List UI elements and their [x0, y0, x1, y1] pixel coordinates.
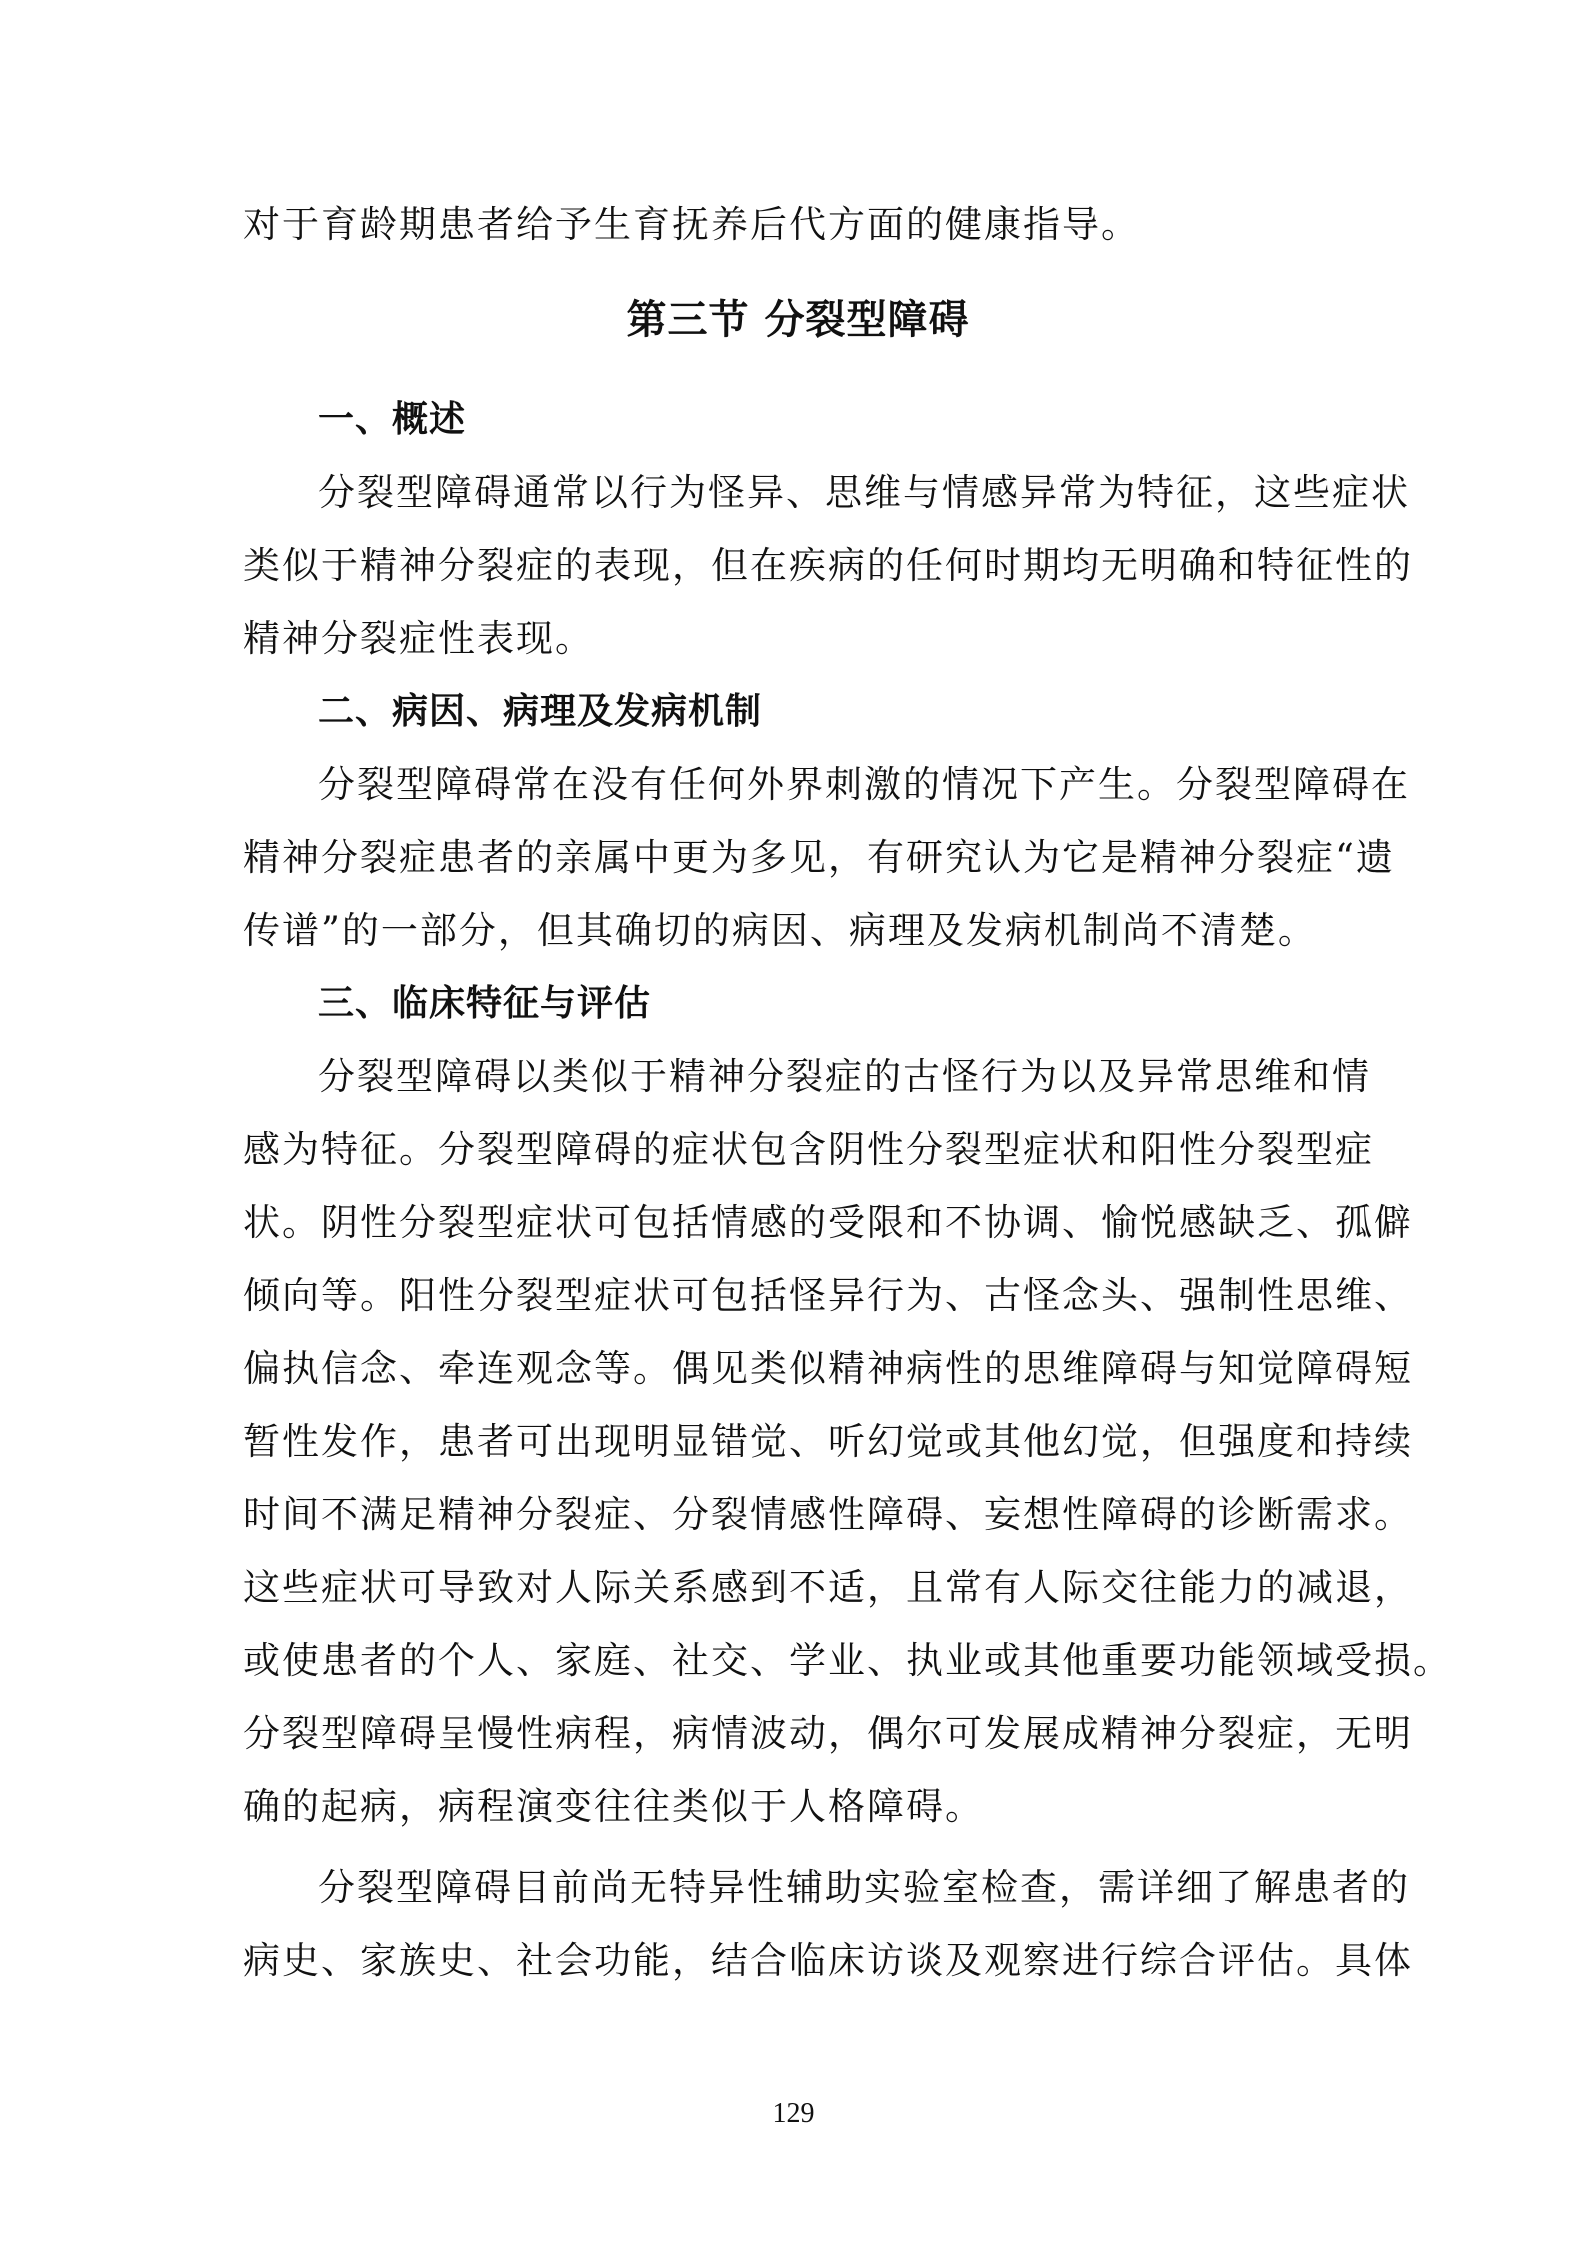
text-line: 精神分裂症患者的亲属中更为多见，有研究认为它是精神分裂症“遗 [243, 836, 1395, 879]
text-line: 倾向等。阳性分裂型症状可包括怪异行为、古怪念头、强制性思维、 [243, 1274, 1413, 1317]
section-heading: 三、临床特征与评估 [318, 983, 652, 1024]
text-line: 分裂型障碍目前尚无特异性辅助实验室检查，需详细了解患者的 [318, 1866, 1410, 1909]
intro-line: 对于育龄期患者给予生育抚养后代方面的健康指导。 [243, 203, 1140, 246]
section-heading: 一、概述 [318, 399, 467, 440]
text-line: 精神分裂症性表现。 [243, 617, 594, 660]
text-line: 这些症状可导致对人际关系感到不适，且常有人际交往能力的减退， [243, 1566, 1413, 1609]
text-line: 状。阴性分裂型症状可包括情感的受限和不协调、愉悦感缺乏、孤僻 [243, 1201, 1413, 1244]
document-page [243, 188, 1452, 1997]
paragraph [243, 456, 1413, 675]
paragraph [243, 1040, 1452, 1843]
text-line: 确的起病，病程演变往往类似于人格障碍。 [243, 1785, 984, 1828]
text-line: 暂性发作，患者可出现明显错觉、听幻觉或其他幻觉，但强度和持续 [243, 1420, 1413, 1463]
text-line: 类似于精神分裂症的表现，但在疾病的任何时期均无明确和特征性的 [243, 544, 1413, 587]
text-line: 分裂型障碍呈慢性病程，病情波动，偶尔可发展成精神分裂症，无明 [243, 1712, 1413, 1755]
text-line: 或使患者的个人、家庭、社交、学业、执业或其他重要功能领域受损。 [243, 1639, 1452, 1682]
section-heading: 二、病因、病理及发病机制 [318, 691, 763, 732]
text-line: 分裂型障碍通常以行为怪异、思维与情感异常为特征，这些症状 [318, 471, 1410, 514]
text-line: 传谱”的一部分，但其确切的病因、病理及发病机制尚不清楚。 [243, 909, 1317, 952]
page-number: 129 [772, 2098, 815, 2129]
sections-container [243, 383, 1452, 1997]
paragraph [243, 1851, 1413, 1997]
section-title: 第三节 分裂型障碍 [626, 297, 970, 343]
text-line: 感为特征。分裂型障碍的症状包含阴性分裂型症状和阳性分裂型症 [243, 1128, 1374, 1171]
text-line: 偏执信念、牵连观念等。偶见类似精神病性的思维障碍与知觉障碍短 [243, 1347, 1413, 1390]
text-line: 分裂型障碍以类似于精神分裂症的古怪行为以及异常思维和情 [318, 1055, 1371, 1098]
text-line: 病史、家族史、社会功能，结合临床访谈及观察进行综合评估。具体 [243, 1939, 1413, 1982]
text-line: 时间不满足精神分裂症、分裂情感性障碍、妄想性障碍的诊断需求。 [243, 1493, 1413, 1536]
paragraph-gap [243, 1843, 1353, 1851]
text-line: 分裂型障碍常在没有任何外界刺激的情况下产生。分裂型障碍在 [318, 763, 1410, 806]
paragraph [243, 748, 1410, 967]
